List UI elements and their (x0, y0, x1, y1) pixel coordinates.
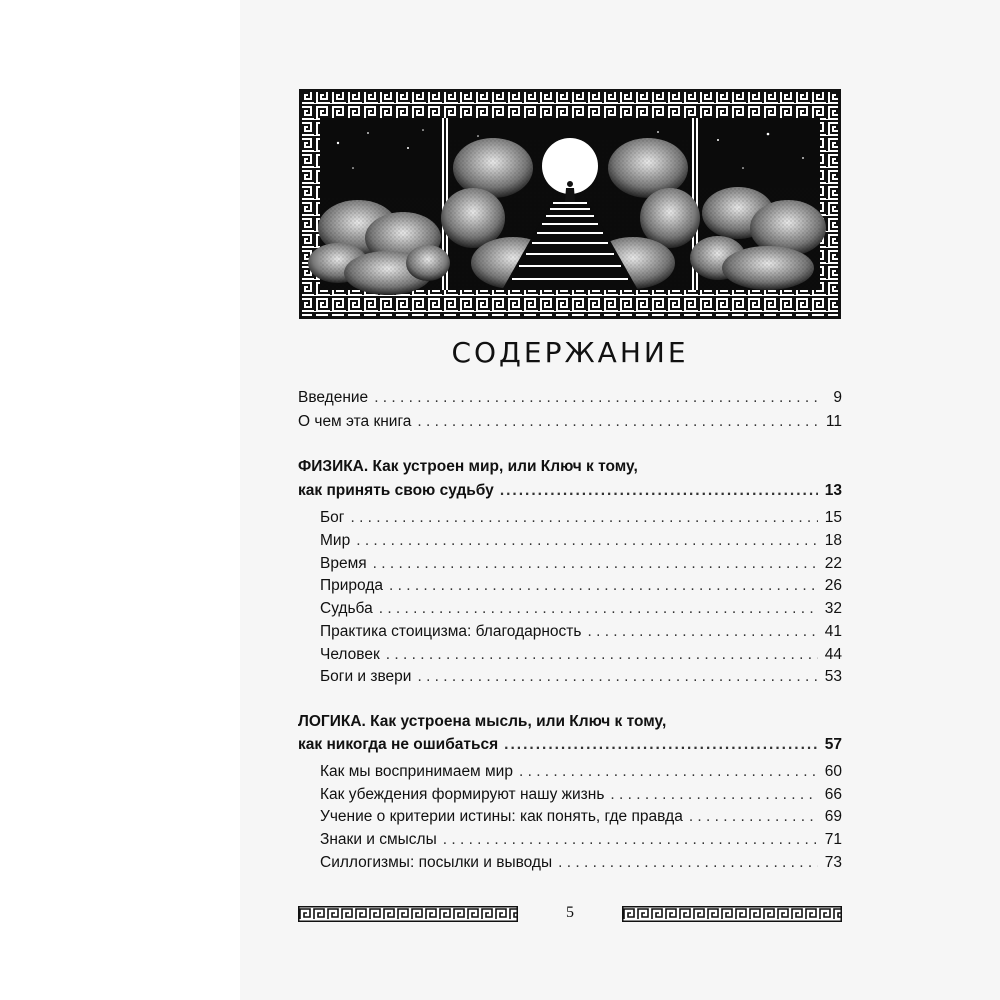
dot-leader (374, 386, 818, 410)
section-heading-logic (298, 710, 842, 734)
toc-entry-label: О чем эта книга (298, 413, 412, 430)
dot-leader (417, 665, 818, 689)
dot-leader (389, 574, 818, 598)
dot-leader (587, 620, 818, 644)
toc-entry-page: 11 (825, 413, 842, 430)
toc-entry-page: 32 (824, 600, 842, 617)
toc-entry[interactable] (320, 665, 842, 689)
toc-entry-page: 22 (824, 555, 842, 572)
toc-entry-label: Природа (320, 577, 383, 594)
toc-entry-intro[interactable] (298, 386, 842, 410)
toc-entry-page: 15 (824, 509, 842, 526)
toc-entry[interactable] (320, 506, 842, 530)
toc-entry[interactable] (320, 805, 842, 829)
dot-leader (356, 529, 818, 553)
toc-entry[interactable] (320, 597, 842, 621)
toc-entry-label: как никогда не ошибаться (298, 736, 499, 753)
toc-entry-label: Судьба (320, 600, 373, 617)
toc-entry[interactable] (320, 783, 842, 807)
dot-leader (373, 552, 818, 576)
page-number: 5 (566, 904, 574, 921)
toc-entry-label: Как убеждения формируют нашу жизнь (320, 786, 605, 803)
toc-entry-page: 69 (824, 808, 842, 825)
toc-entry-page: 44 (824, 646, 842, 663)
greek-key-border-right (622, 906, 842, 922)
toc-entry[interactable] (320, 851, 842, 875)
toc-entry[interactable] (320, 574, 842, 598)
toc-entry-page: 60 (824, 763, 842, 780)
toc-entry-page: 13 (824, 482, 842, 499)
dot-leader (386, 643, 818, 667)
toc-entry-label: Время (320, 555, 367, 572)
toc-entry-page: 66 (824, 786, 842, 803)
toc-entry-label: Силлогизмы: посылки и выводы (320, 854, 553, 871)
toc-entry-label: Учение о критерии истины: как понять, где правда (320, 808, 683, 825)
toc-entry-page: 9 (833, 389, 842, 406)
dot-leader (350, 506, 818, 530)
toc-entry[interactable] (320, 828, 842, 852)
toc-entry[interactable] (320, 760, 842, 784)
toc-entry-about[interactable] (298, 410, 842, 434)
toc-entry-label: Знаки и смыслы (320, 831, 437, 848)
toc-entry-page: 41 (824, 623, 842, 640)
dot-leader (558, 851, 818, 875)
toc-entry-label: Практика стоицизма: благодарность (320, 623, 582, 640)
toc-entry-section-physics[interactable] (298, 479, 842, 503)
toc-entry-section-logic[interactable] (298, 733, 842, 757)
toc-entry-label: Как мы воспринимаем мир (320, 763, 513, 780)
dot-leader (500, 479, 818, 503)
section-heading-line1: ЛОГИКА. Как устроена мысль, или Ключ к тому, (298, 713, 667, 730)
toc-entry-label: Введение (298, 389, 369, 406)
dot-leader (443, 828, 818, 852)
toc-entry-page: 57 (824, 736, 842, 753)
toc-entry[interactable] (320, 620, 842, 644)
dot-leader (689, 805, 818, 829)
toc-entry-label: Боги и звери (320, 668, 412, 685)
toc-entry-label: Бог (320, 509, 345, 526)
section-heading-line1: ФИЗИКА. Как устроен мир, или Ключ к тому, (298, 458, 638, 475)
dot-leader (610, 783, 818, 807)
moonlit-staircase-illustration (298, 88, 842, 320)
page-footer (298, 902, 842, 926)
toc-entry-page: 26 (824, 577, 842, 594)
toc-entry-label: Мир (320, 532, 351, 549)
toc-entry[interactable] (320, 529, 842, 553)
toc-entry-page: 73 (824, 854, 842, 871)
greek-key-border-left (298, 906, 518, 922)
dot-leader (379, 597, 818, 621)
section-heading-physics (298, 455, 842, 479)
toc-entry-label: Человек (320, 646, 380, 663)
dot-leader (417, 410, 818, 434)
toc-entry-label: как принять свою судьбу (298, 482, 494, 499)
toc-entry-page: 71 (824, 831, 842, 848)
toc-entry[interactable] (320, 643, 842, 667)
toc-entry-page: 53 (824, 668, 842, 685)
page-title: СОДЕРЖАНИЕ (451, 336, 689, 369)
toc-entry[interactable] (320, 552, 842, 576)
dot-leader (519, 760, 818, 784)
toc-entry-page: 18 (824, 532, 842, 549)
dot-leader (504, 733, 818, 757)
